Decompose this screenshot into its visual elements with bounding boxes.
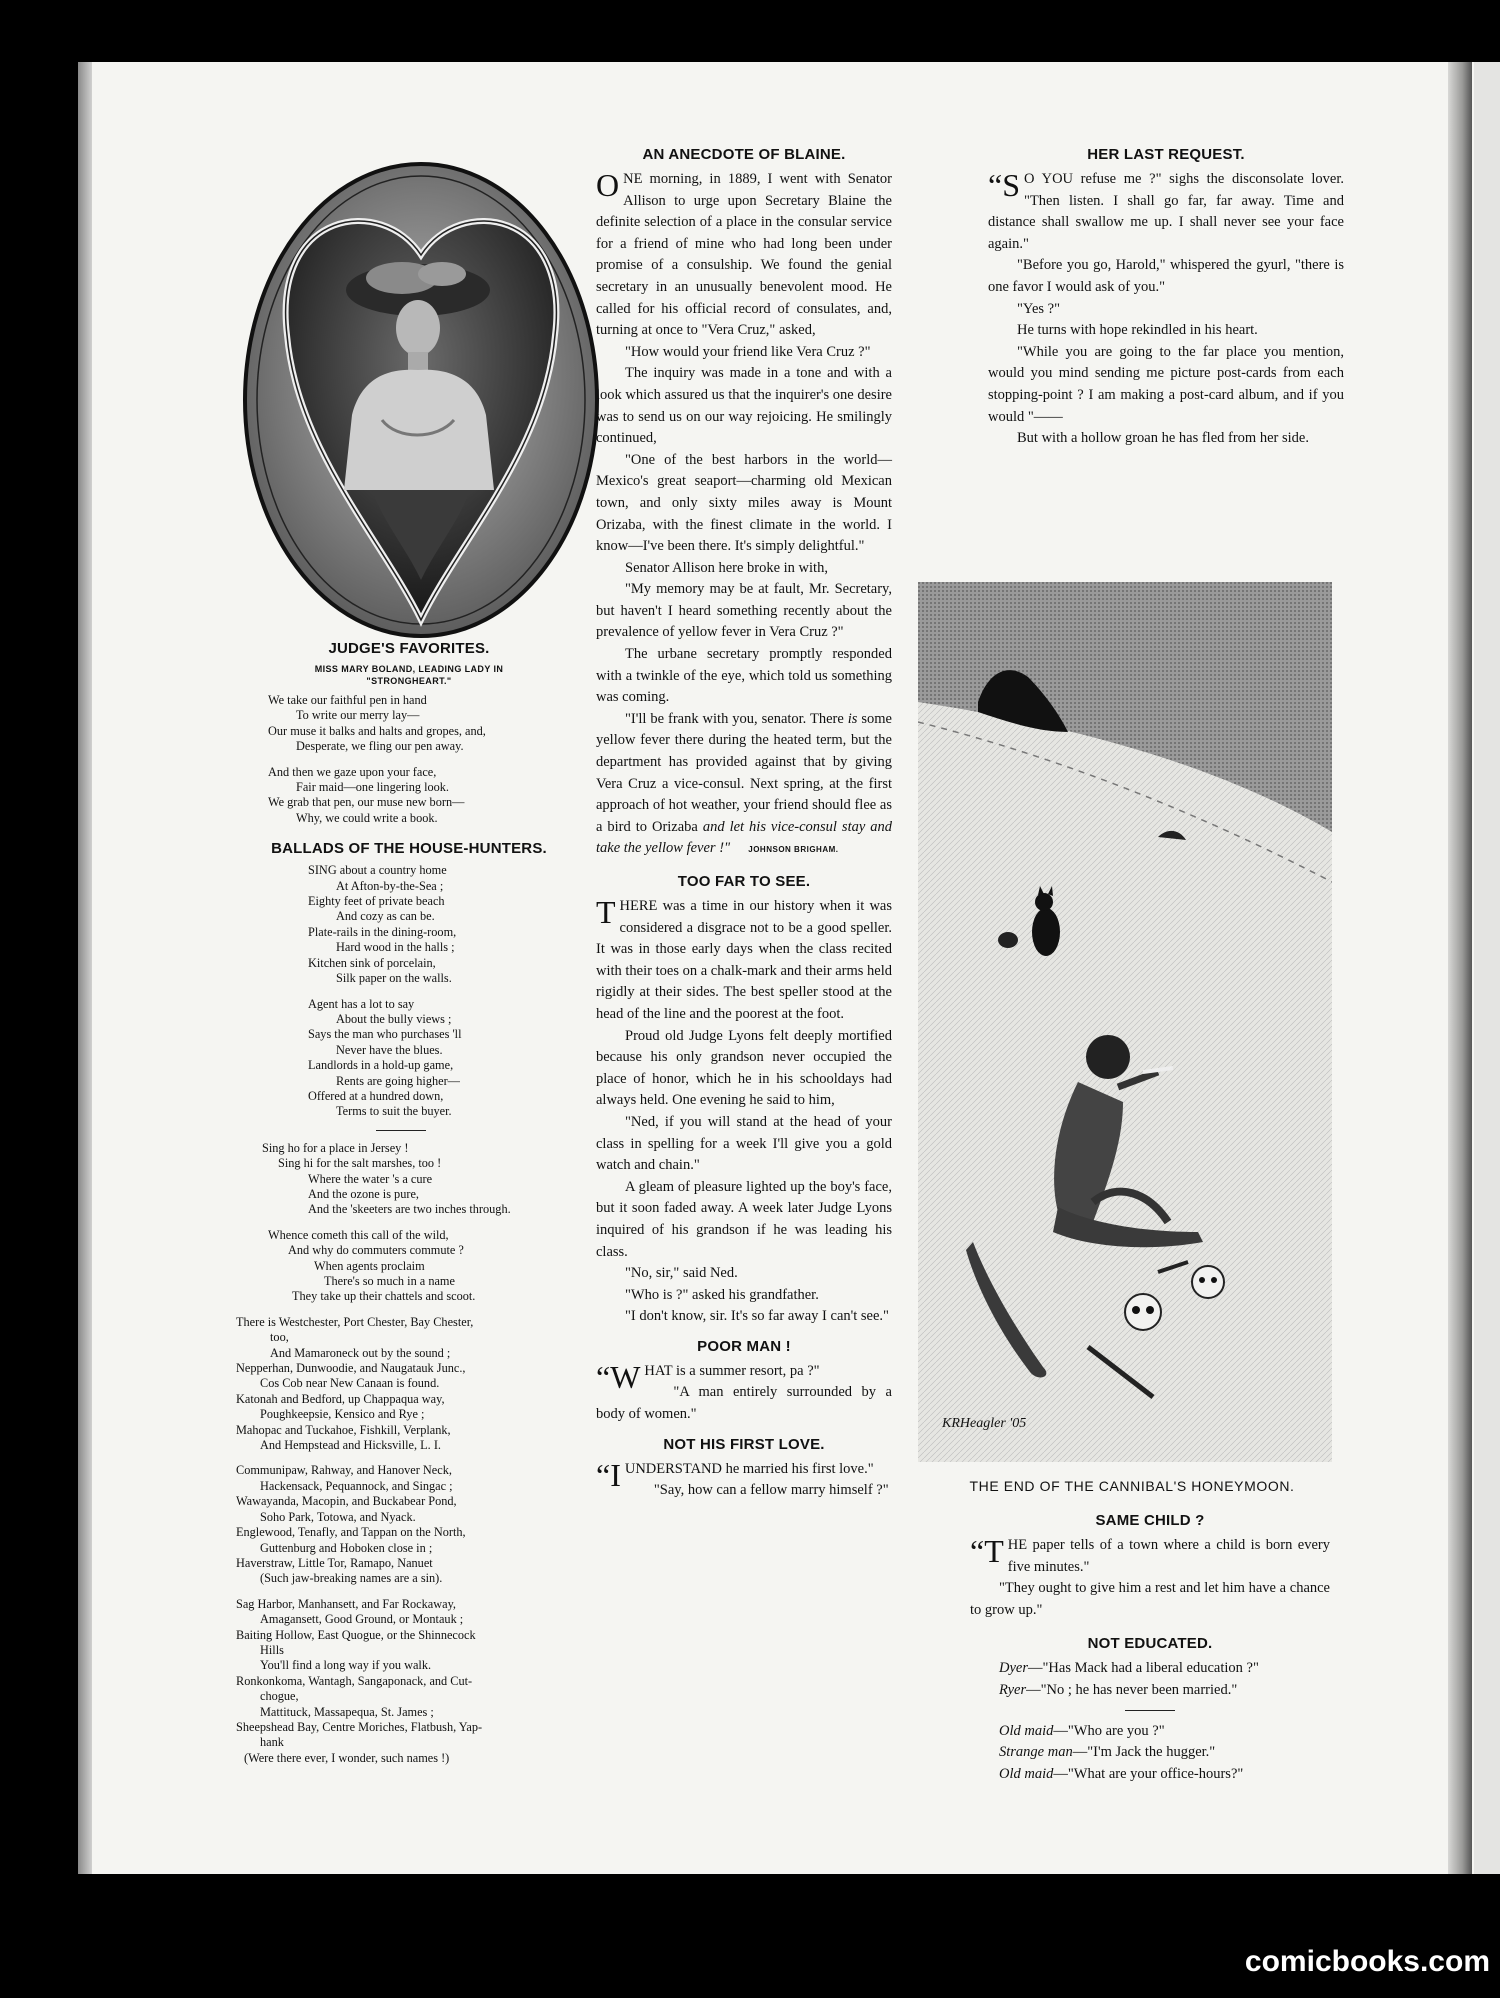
verse-line: SING about a country home — [308, 863, 447, 878]
verse-line: There's so much in a name — [324, 1274, 455, 1288]
section-divider — [376, 1130, 426, 1131]
verse-line: Fair maid—one lingering look. — [296, 780, 450, 795]
middle-column — [596, 146, 892, 1502]
verse-line: Terms to suit the buyer. — [336, 1104, 452, 1119]
verse-line: Amagansett, Good Ground, or Montauk ; — [260, 1612, 464, 1627]
drop-cap: “S — [988, 167, 1020, 203]
verse-line: And cozy as can be. — [336, 909, 435, 924]
lastrequest-p6: But with a hollow groan he has fled from her side. — [1017, 430, 1309, 447]
verse-line: And Mamaroneck out by the sound ; — [270, 1345, 451, 1360]
facing-page-edge — [1474, 62, 1500, 1874]
verse-line: We grab that pen, our muse new born— — [268, 795, 465, 810]
right-column-top — [988, 146, 1344, 450]
toofar-title: TOO FAR TO SEE. — [677, 873, 811, 890]
favorites-verse-2 — [236, 765, 582, 827]
poorman-p1: HAT is a summer resort, pa ?" — [644, 1362, 820, 1379]
notfirst-p1: UNDERSTAND he married his first love." — [624, 1460, 874, 1477]
toofar-p7: "I don't know, sir. It's so far away I can't see." — [625, 1308, 889, 1325]
blaine-p8 — [596, 709, 892, 861]
verse-line: And Hempstead and Hicksville, L. I. — [260, 1438, 441, 1453]
ballads-stanza-3 — [236, 1141, 582, 1218]
page-spine — [1448, 62, 1472, 1874]
dialogue-line: —"What are your office-hours?" — [1053, 1765, 1244, 1782]
lastrequest-p1: O YOU refuse me ?" sighs the disconsolate lover. "Then listen. I shall go far, far away. Time and distance shall swallow me up. I shall never see your face again." — [988, 171, 1344, 252]
blaine-p3: The inquiry was made in a tone and with a look which assured us that the inquirer's one desire was to send us on our way rejoicing. He smilingly continued, — [596, 365, 892, 447]
blaine-p7: The urbane secretary promptly responded with a twinkle of the eye, which told us something was coming. — [596, 646, 892, 706]
toofar-paragraph — [596, 896, 892, 1026]
blaine-p8c: some yellow fever there during the heated term, but the department has provided against that by giving Vera Cruz a vice-consul. Next spring, at the first approach of hot weather, your friend should flee as a bird to Orizaba — [596, 710, 892, 835]
drop-cap: “T — [970, 1533, 1004, 1569]
drop-cap: O — [596, 167, 620, 203]
poorman-p2: "A man entirely surrounded by a body of women." — [596, 1384, 892, 1423]
ballads-stanza-2 — [236, 997, 582, 1120]
verse-line: Communipaw, Rahway, and Hanover Neck, — [236, 1463, 452, 1478]
noteducated-d2 — [970, 1680, 1330, 1702]
ballads-title: BALLADS OF THE HOUSE-HUNTERS. — [271, 840, 547, 858]
verse-line: Ronkonkoma, Wantagh, Sangaponack, and Cut- — [236, 1673, 473, 1688]
verse-line: You'll find a long way if you walk. — [260, 1658, 432, 1673]
notfirst-title: NOT HIS FIRST LOVE. — [663, 1435, 825, 1453]
verse-line: Katonah and Bedford, up Chappaqua way, — [236, 1391, 445, 1406]
watermark-text: comicbooks.com — [1244, 1945, 1490, 1978]
notfirst-p2: "Say, how can a fellow marry himself ?" — [653, 1482, 889, 1499]
verse-line: Offered at a hundred down, — [308, 1088, 444, 1103]
blaine-p1: NE morning, in 1889, I went with Senator Allison to urge upon Secretary Blaine the definite selection of a place in the consular service for a friend of mine who had long been under promise of a consulship. We found the genial secretary in an unusually benevolent mood. He called for his official record of consulates, and, turning at once to "Vera Cruz," asked, — [596, 171, 892, 339]
drop-cap: T — [596, 894, 616, 930]
judges-favorites-title: JUDGE'S FAVORITES. — [328, 640, 490, 657]
portrait-illustration — [232, 160, 610, 650]
verse-line: Whence cometh this call of the wild, — [268, 1227, 449, 1242]
verse-line: Landlords in a hold-up game, — [308, 1058, 454, 1073]
verse-line: Plate-rails in the dining-room, — [308, 924, 457, 939]
verse-line: hank — [260, 1735, 284, 1750]
toofar-p5: "No, sir," said Ned. — [625, 1265, 738, 1282]
verse-line: Silk paper on the walls. — [336, 971, 452, 986]
blaine-p6: "My memory may be at fault, Mr. Secretary, but haven't I heard something recently about the prevalence of yellow fever in Vera Cruz ?" — [596, 581, 892, 641]
ballads-stanza-6 — [236, 1463, 582, 1586]
verse-line: Mattituck, Massapequa, St. James ; — [260, 1704, 434, 1719]
noteducated-d5 — [970, 1764, 1330, 1786]
verse-line: too, — [270, 1330, 289, 1345]
cartoon-caption: THE END OF THE CANNIBAL'S HONEYMOON. — [969, 1478, 1295, 1494]
verse-line: (Were there ever, I wonder, such names !) — [244, 1750, 450, 1765]
lastrequest-p5: "While you are going to the far place you mention, would you mind sending me picture post-cards from each stopping-point ? I am making a post-card album, and if you would "—— — [988, 343, 1344, 425]
dialogue-line: —"I'm Jack the hugger." — [1072, 1744, 1216, 1761]
verse-line: Hackensack, Pequannock, and Singac ; — [260, 1478, 453, 1493]
verse-line: Wawayanda, Macopin, and Buckabear Pond, — [236, 1494, 457, 1509]
blaine-p8a: "I'll be frank with you, senator. There — [625, 710, 844, 727]
right-column-bottom — [970, 1512, 1330, 1785]
drop-cap: “W — [596, 1358, 641, 1395]
verse-line: And the 'skeeters are two inches through. — [308, 1202, 511, 1217]
noteducated-d4 — [970, 1742, 1330, 1764]
verse-line: Agent has a lot to say — [308, 996, 415, 1011]
verse-line: Where the water 's a cure — [308, 1171, 433, 1186]
verse-line: Hard wood in the halls ; — [336, 940, 455, 955]
verse-line: And then we gaze upon your face, — [268, 764, 437, 779]
verse-line: Mahopac and Tuckahoe, Fishkill, Verplank, — [236, 1422, 451, 1437]
favorites-verse-1 — [236, 693, 582, 755]
verse-line: When agents proclaim — [314, 1258, 425, 1273]
blaine-p2: "How would your friend like Vera Cruz ?" — [625, 343, 871, 360]
verse-line: Soho Park, Totowa, and Nyack. — [260, 1509, 416, 1524]
verse-line: There is Westchester, Port Chester, Bay Chester, — [236, 1314, 474, 1329]
verse-line: And the ozone is pure, — [308, 1186, 419, 1201]
verse-line: Haverstraw, Little Tor, Ramapo, Nanuet — [236, 1555, 433, 1570]
verse-line: To write our merry lay— — [296, 708, 420, 723]
verse-line: Sing ho for a place in Jersey ! — [262, 1140, 409, 1155]
verse-line: Rents are going higher— — [336, 1073, 460, 1088]
lastrequest-p3: "Yes ?" — [1017, 300, 1060, 317]
blaine-title: AN ANECDOTE OF BLAINE. — [642, 146, 846, 163]
verse-line: Englewood, Tenafly, and Tappan on the North, — [236, 1525, 466, 1540]
lastrequest-p2: "Before you go, Harold," whispered the gyurl, "there is one favor I would ask of you." — [988, 257, 1344, 295]
portrait-subtitle-2: "STRONGHEART." — [366, 676, 452, 686]
speaker-name: Strange man — [999, 1744, 1073, 1761]
poorman-paragraph — [596, 1358, 892, 1395]
dialogue-line: —"No ; he has never been married." — [1026, 1681, 1238, 1698]
page-edge-left — [78, 62, 92, 1874]
verse-line: Sheepshead Bay, Centre Moriches, Flatbush, Yap- — [236, 1719, 483, 1734]
toofar-p3: "Ned, if you will stand at the head of your class in spelling for a week I'll give you a gold watch and chain." — [596, 1113, 892, 1174]
dialogue-line: —"Has Mack had a liberal education ?" — [1028, 1660, 1259, 1677]
samechild-title: SAME CHILD ? — [1095, 1512, 1205, 1529]
blaine-p4: "One of the best harbors in the world—Mexico's great seaport—charming old Mexican town, and only sixty miles away is Mount Orizaba, with the finest climate in the world. I know—I've been there. It's simply delightful." — [596, 451, 892, 555]
artist-signature: KRHeagler '05 — [942, 1416, 1027, 1431]
drop-cap: “I — [596, 1456, 621, 1493]
blaine-p8d: and let his vice-consul stay and take the yellow fever !" — [596, 818, 893, 857]
verse-line: Sing hi for the salt marshes, too ! — [278, 1156, 442, 1171]
noteducated-d1 — [970, 1658, 1330, 1680]
author-signature: JOHNSON BRIGHAM. — [748, 845, 839, 855]
blaine-p8b: is — [847, 710, 858, 727]
lastrequest-title: HER LAST REQUEST. — [1087, 146, 1245, 163]
verse-line: Eighty feet of private beach — [308, 894, 445, 909]
verse-line: Guttenburg and Hoboken close in ; — [260, 1540, 433, 1555]
ballads-stanza-1 — [236, 863, 582, 986]
toofar-p2: Proud old Judge Lyons felt deeply mortified because his only grandson never occupied the place of honor, which he in his schooldays had always held. One evening he said to him, — [596, 1027, 892, 1109]
verse-line: Baiting Hollow, East Quogue, or the Shinnecock — [236, 1627, 476, 1642]
section-divider — [1125, 1710, 1175, 1711]
verse-line: Poughkeepsie, Kensico and Rye ; — [260, 1407, 425, 1422]
blaine-paragraph — [596, 169, 892, 342]
poorman-title: POOR MAN ! — [697, 1337, 791, 1355]
toofar-p4: A gleam of pleasure lighted up the boy's face, but it soon faded away. A week later Judge Lyons inquired of his grandson if he was leading his class. — [596, 1178, 892, 1260]
speaker-name: Dyer — [999, 1660, 1028, 1677]
verse-line: Nepperhan, Dunwoodie, and Naugatauk Junc., — [236, 1361, 466, 1376]
samechild-paragraph — [970, 1535, 1330, 1578]
speaker-name: Old maid — [999, 1722, 1054, 1739]
left-column — [236, 640, 582, 1776]
verse-line: They take up their chattels and scoot. — [292, 1289, 476, 1304]
toofar-p6: "Who is ?" asked his grandfather. — [625, 1286, 819, 1303]
noteducated-title: NOT EDUCATED. — [1087, 1635, 1213, 1653]
toofar-p1: HERE was a time in our history when it was considered a disgrace not to be a good speller. It was in those early days when the class recited with their toes on a chalk-mark and their arms held rigidly at their sides. The best speller stood at the head of the line and the poorest at the foot. — [596, 898, 892, 1022]
verse-line: (Such jaw-breaking names are a sin). — [260, 1571, 443, 1586]
verse-line: Hills — [260, 1642, 284, 1657]
verse-line: And why do commuters commute ? — [288, 1243, 464, 1258]
lastrequest-paragraph — [988, 169, 1344, 255]
speaker-name: Ryer — [999, 1681, 1027, 1698]
speaker-name: Old maid — [999, 1765, 1054, 1782]
verse-line: Never have the blues. — [336, 1042, 443, 1057]
verse-line: About the bully views ; — [336, 1011, 452, 1026]
lastrequest-p4: He turns with hope rekindled in his heart. — [1017, 322, 1258, 339]
verse-line: Kitchen sink of porcelain, — [308, 955, 436, 970]
blaine-p5: Senator Allison here broke in with, — [625, 559, 828, 576]
ballads-stanza-5 — [236, 1315, 582, 1454]
verse-line: Desperate, we fling our pen away. — [296, 739, 464, 754]
dialogue-line: —"Who are you ?" — [1053, 1722, 1165, 1739]
verse-line: Our muse it balks and halts and gropes, and, — [268, 723, 486, 738]
verse-line: Says the man who purchases 'll — [308, 1027, 462, 1042]
ballads-stanza-7 — [236, 1597, 582, 1766]
verse-line: We take our faithful pen in hand — [268, 693, 427, 707]
samechild-p1: HE paper tells of a town where a child is born every five minutes." — [1007, 1537, 1330, 1575]
verse-line: Why, we could write a book. — [296, 810, 438, 825]
verse-line: Cos Cob near New Canaan is found. — [260, 1376, 440, 1391]
verse-line: At Afton-by-the-Sea ; — [336, 878, 444, 893]
ballads-stanza-4 — [236, 1228, 582, 1305]
noteducated-d3 — [970, 1721, 1330, 1743]
cannibal-cartoon-illustration — [918, 582, 1332, 1462]
verse-line: chogue, — [260, 1689, 299, 1704]
samechild-p2: "They ought to give him a rest and let him have a chance to grow up." — [970, 1580, 1330, 1618]
verse-line: Sag Harbor, Manhansett, and Far Rockaway, — [236, 1596, 456, 1611]
portrait-subtitle-1: MISS MARY BOLAND, LEADING LADY IN — [314, 664, 504, 674]
